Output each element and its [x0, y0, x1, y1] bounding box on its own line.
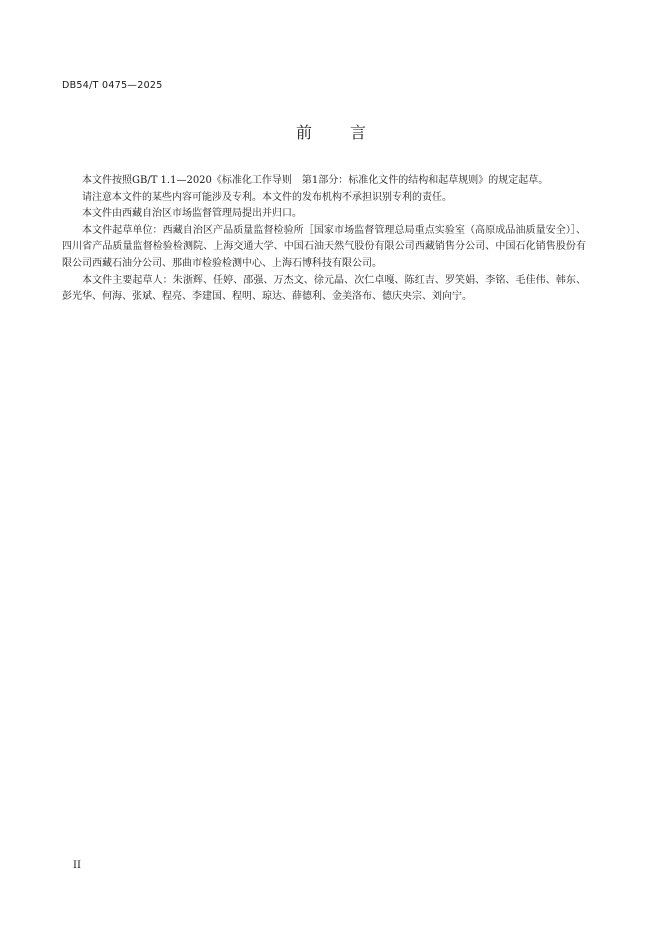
paragraph-drafting-units: 本文件起草单位：西藏自治区产品质量监督检验所［国家市场监督管理总局重点实验室（高原成品油质量安全）］、四川省产品质量监督检验检测院、上海交通大学、中国石油天然气股份有限公司西藏销售分公司、中国石化销售股份有限公司西藏石油分公司、那曲市检验检测中心、上海石博科技有限公司。 — [62, 224, 586, 269]
paragraph-drafting-rules: 本文件按照GB/T 1.1—2020《标准化工作导则 第1部分：标准化文件的结构和起草规则》的规定起草。 — [82, 175, 549, 186]
page-number: II — [73, 860, 81, 871]
page-title: 前言 — [295, 123, 404, 142]
paragraph-patent-notice: 请注意本文件的某些内容可能涉及专利。本文件的发布机构不承担识别专利的责任。 — [82, 191, 452, 203]
foreword-body — [62, 173, 586, 306]
paragraph-proposer: 本文件由西藏自治区市场监督管理局提出并归口。 — [82, 208, 302, 220]
paragraph-drafters: 本文件主要起草人：朱浙辉、任婷、邵强、万杰文、徐元晶、次仁卓嘎、陈红吉、罗笑娟、李铭、毛佳伟、韩东、彭光华、何海、张斌、程亮、李建国、程明、琼达、薛德利、金美洛布、德庆央宗、刘向宁。 — [62, 274, 586, 303]
document-code: DB54/T 0475—2025 — [62, 80, 163, 91]
